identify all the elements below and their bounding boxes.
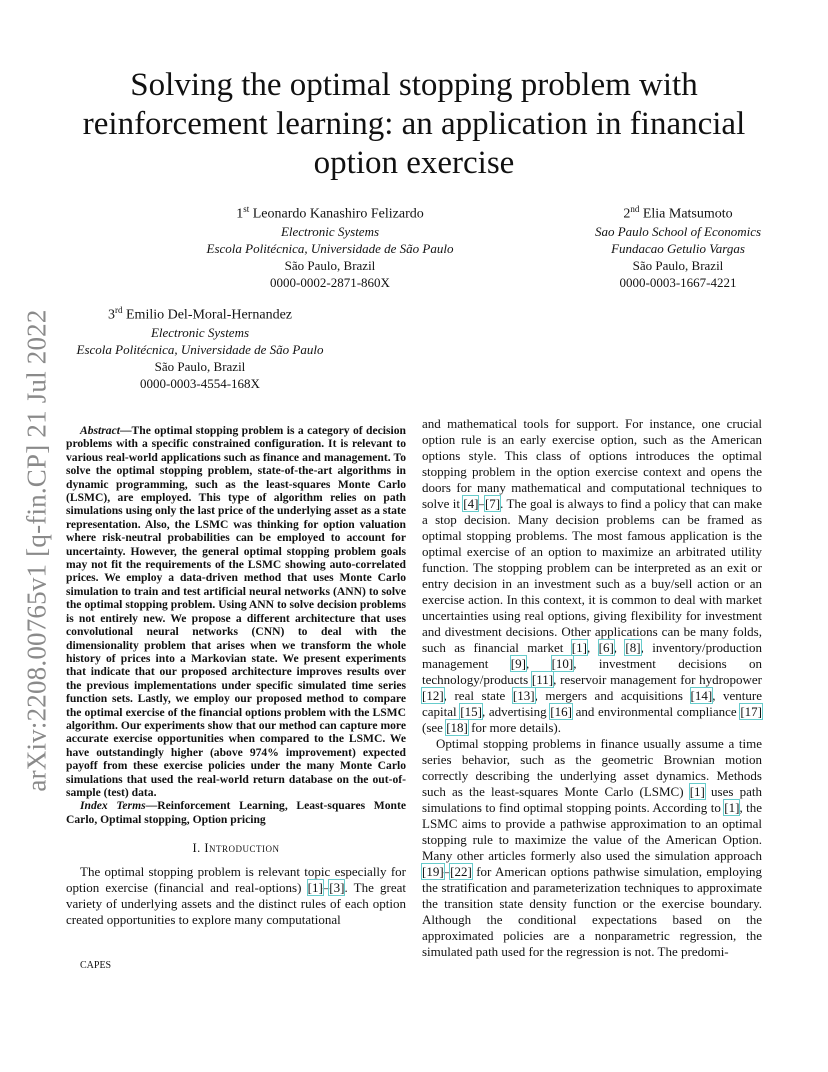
author-name: Emilio Del-Moral-Hernandez (126, 307, 292, 323)
citation-link[interactable]: [22] (450, 864, 472, 879)
paper-title: Solving the optimal stopping problem with reinforcement learning: an application in financial option exercise (82, 67, 746, 181)
author-block-3 (50, 302, 350, 392)
citation-link[interactable]: [16] (550, 704, 572, 719)
citation-link[interactable]: [15] (460, 704, 482, 719)
author-org: Escola Politécnica, Universidade de São Paulo (76, 341, 324, 357)
author-block-1 (150, 201, 510, 291)
intro-paragraph: The optimal stopping problem is relevant topic especially for option exercise (financial and real-options) [1]–[3]. The great variety of underlying assets and the distinct rules of each option created opportunities to explore many computational (66, 864, 406, 928)
citation-link[interactable]: [14] (690, 688, 713, 703)
abstract-label: Abstract (80, 424, 120, 437)
footnote: CAPES (80, 960, 112, 971)
citation-link[interactable]: [4] (463, 496, 479, 511)
abstract (66, 424, 406, 799)
author-dept: Electronic Systems (280, 223, 380, 239)
section-title: Introduction (204, 841, 280, 856)
author-orcid: 0000-0002-2871-860X (270, 274, 390, 290)
citation-link[interactable]: [9] (510, 656, 526, 671)
author-block-2 (558, 201, 798, 291)
left-column (66, 424, 406, 928)
citation-link[interactable]: [7] (484, 496, 501, 511)
citation-link[interactable]: [12] (422, 688, 444, 703)
section-heading (66, 840, 406, 856)
body-paragraph: and mathematical tools for support. For instance, one crucial option rule is an early exercise option, such as the American options style. This class of options introduces the optimal stopping problem in the option exercise context and opens the doors for many mathematical and computational techniques to solve it [4]–[7]. The goal is always to find a policy that can make a stop decision. Many decision problems can be framed as optimal stopping problems. The most famous application is the optimal exercise of an option to maximize an arbitrated utility function. The stopping problem can be interpreted as an exit or entry decision in an investment such as a buy/sell action or an exercise action. In this context, it is common to deal with market uncertainties using real options, giving flexibility for investment and divestment decisions. Other applications can be many folds, such as financial market [1], [6], [8], inventory/production management [9], [10], investment decisions on technology/products [11], reservoir management for hydropower [12], real state [13], mergers and acquisitions [14], venture capital [15], advertising [16] and environmental compliance [17] (see [18] for more details). (422, 416, 763, 735)
citation-link[interactable]: [18] (446, 720, 468, 735)
index-terms (66, 799, 406, 826)
citation-link[interactable]: [19] (422, 864, 444, 879)
citation-link[interactable]: [13] (512, 688, 535, 703)
author-name-line: 3rd Emilio Del-Moral-Hernandez (108, 305, 292, 323)
author-org: Escola Politécnica, Universidade de São Paulo (206, 240, 454, 256)
citation-link[interactable]: [1] (571, 640, 587, 655)
author-dept: Sao Paulo School of Economics (594, 223, 762, 239)
author-name-line: 1st Leonardo Kanashiro Felizardo (236, 204, 424, 222)
author-orcid: 0000-0003-1667-4221 (619, 274, 737, 290)
arxiv-id-text: arXiv:2208.00765v1 [q-fin.CP] 21 Jul 2022 (21, 308, 52, 792)
citation-link[interactable]: [1] (724, 800, 740, 815)
author-orcid: 0000-0003-4554-168X (140, 375, 260, 391)
abstract-text: —The optimal stopping problem is a category of decision problems with a specific constrained configuration. It is relevant to various real-world applications such as finance and management. To solve the optimal stopping problem, state-of-the-art algorithms in dynamic programming, such as the least-squares Monte Carlo (LSMC), are employed. This type of algorithm relies on path simulations using only the last price of the underlying asset as a state representation. Also, the LSMC was thinking for option valuation where risk-neutral probabilities can be employed to account for uncertainty. However, the general optimal stopping problem goals may not fit the requirements of the LSMC showing auto-correlated prices. We employ a data-driven method that uses Monte Carlo simulation to train and test artificial neural networks (ANN) to solve the optimal stopping problem. Using ANN to solve decision problems is not entirely new. We propose a different architecture that uses convolutional neural networks (CNN) to deal with the dimensionality problem that arises when we transform the whole history of prices into a Markovian state. We present experiments that indicate that our proposed architecture improves results over the previous implementations under specific simulated time series function sets. Lastly, we employ our proposed method to compare the optimal exercise of the financial options problem with the LSMC algorithm. Our experiments show that our method can capture more accurate exercise opportunities when compared to the LSMC. We have outstandingly higher (above 974% improvement) expected payoff from these exercise policies under the many Monte Carlo simulations that used the real-world return database on the out-of-sample (test) data. (66, 424, 406, 799)
citation-link[interactable]: [3] (329, 880, 345, 896)
author-org: Fundacao Getulio Vargas (611, 240, 745, 256)
author-city: São Paulo, Brazil (632, 257, 724, 273)
citation-link[interactable]: [1] (689, 784, 705, 799)
index-terms-text: —Reinforcement Learning, Least-squares Monte Carlo, Optimal stopping, Option pricing (66, 799, 406, 826)
author-name-line: 2nd Elia Matsumoto (623, 204, 733, 222)
author-city: São Paulo, Brazil (284, 257, 376, 273)
citation-link[interactable]: [11] (531, 672, 554, 687)
author-dept: Electronic Systems (150, 324, 250, 340)
right-column (422, 416, 762, 960)
citation-link[interactable]: [10] (551, 656, 574, 671)
citation-link[interactable]: [17] (740, 704, 762, 719)
author-name: Elia Matsumoto (642, 206, 733, 222)
index-terms-label: Index Terms (80, 799, 146, 813)
citation-link[interactable]: [8] (625, 640, 641, 655)
author-city: São Paulo, Brazil (154, 358, 246, 374)
author-name: Leonardo Kanashiro Felizardo (252, 206, 424, 222)
section-number: I. (192, 841, 201, 856)
citation-link[interactable]: [6] (598, 640, 614, 655)
body-paragraph: Optimal stopping problems in finance usually assume a time series behavior, such as the geometric Brownian motion correctly describing the underlying asset dynamics. Methods such as the least-squares Monte Carlo (LSMC) [1] uses path simulations to find optimal stopping points. According to [1], the LSMC aims to provide a pathwise approximation to an optimal stopping rule to maximize the value of the American Option. Many other articles formerly also used the simulation approach [19]–[22] for American options pathwise simulation, employing the stratification and parameterization techniques to approximate the transition state density function or the exercise boundary. Although the conditional expectations based on the approximated policies are a nonparametric regression, the simulated path used for the regression is not. The predomi- (422, 736, 763, 959)
citation-link[interactable]: [1] (307, 880, 323, 896)
